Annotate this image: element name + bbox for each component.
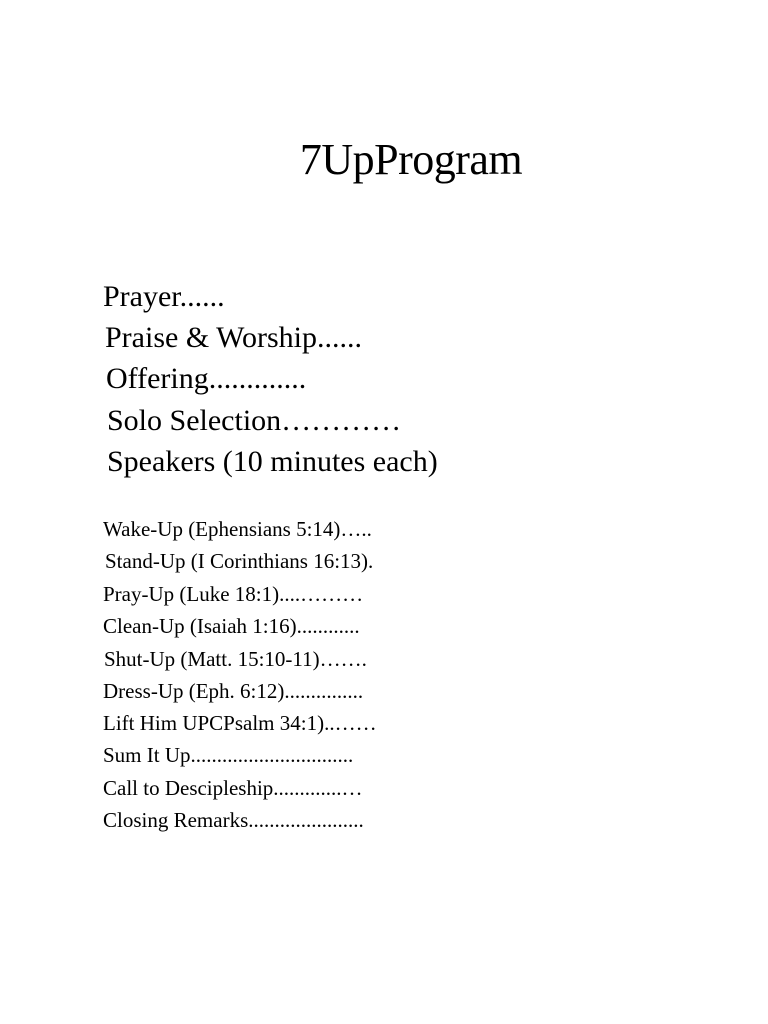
speaker-topic-dress-up: Dress-Up (Eph. 6:12)............... — [103, 679, 364, 703]
speaker-topic-shut-up: Shut-Up (Matt. 15:10-11)……. — [104, 647, 367, 671]
main-item-solo-selection: Solo Selection………… — [107, 404, 402, 437]
main-item-speakers: Speakers (10 minutes each) — [107, 445, 438, 478]
speaker-topic-call-to-discipleship: Call to Descipleship.............… — [103, 776, 363, 800]
program-title: 7UpProgram — [299, 135, 523, 184]
speaker-topic-stand-up: Stand-Up (I Corinthians 16:13). — [105, 549, 374, 573]
speaker-topic-pray-up: Pray-Up (Luke 18:1)....……… — [103, 582, 364, 606]
speaker-topic-clean-up: Clean-Up (Isaiah 1:16)............ — [103, 614, 360, 638]
speaker-topic-closing-remarks: Closing Remarks...................... — [103, 808, 364, 832]
speaker-topic-sum-it-up: Sum It Up............................... — [103, 743, 354, 767]
main-item-offering: Offering............. — [106, 362, 307, 395]
speaker-topic-wake-up: Wake-Up (Ephensians 5:14)….. — [103, 517, 372, 541]
speaker-topic-lift-him-up: Lift Him UPCPsalm 34:1)..…… — [103, 711, 377, 735]
main-item-praise-worship: Praise & Worship...... — [105, 321, 363, 354]
main-item-prayer: Prayer...... — [103, 280, 225, 313]
